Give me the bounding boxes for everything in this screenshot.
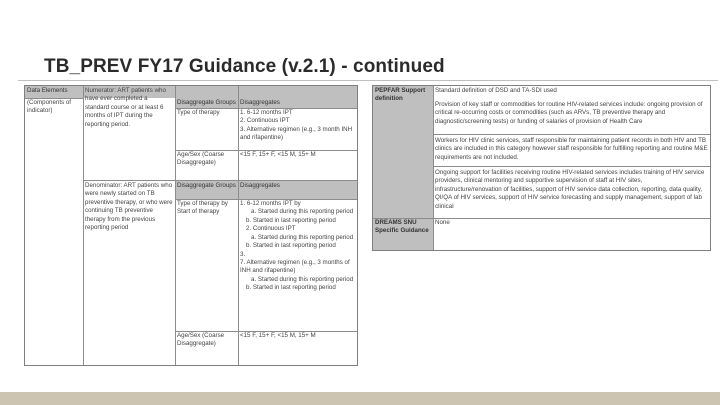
- title-divider: [18, 80, 718, 81]
- list-item: 1. 6-12 months IPT: [240, 109, 293, 116]
- den-therapy-label: Type of therapy by Start of therapy: [177, 200, 228, 216]
- list-item: a. Started during this reporting period: [251, 208, 354, 216]
- grid-line: [433, 166, 710, 167]
- list-item: 1. 6-12 months IPT by: [240, 200, 301, 207]
- list-item: 2. Continuous IPT: [246, 225, 296, 233]
- den-disagg-groups-label: Disaggregate Groups: [175, 181, 238, 199]
- footer-band: [0, 392, 720, 405]
- right-table: [372, 85, 711, 251]
- grid-line: [175, 86, 176, 365]
- pepfar-para-2: Provision of key staff or commodities for routine HIV-related services include: ongoing provision of critical re-occurring costs or commodities (such as ARVs, TB preventive therapy and diagnostic/screening tests) or funding of salaries of provision of Health Care: [435, 101, 703, 125]
- data-elements-header: Data Elements: [25, 86, 83, 98]
- num-agesex-label: Age/Sex (Coarse Disaggregate): [177, 151, 225, 167]
- grid-line: [433, 86, 434, 250]
- num-type-of-therapy: Type of therapy: [177, 109, 220, 116]
- den-disaggregates-label: Disaggregates: [238, 181, 357, 199]
- num-disagg-groups-header: [175, 86, 238, 98]
- num-disaggregates-label: Disaggregates: [238, 98, 357, 108]
- list-item: 7. Alternative regimen (e.g., 3 months of INH and rifapentine): [240, 258, 350, 275]
- grid-line: [25, 98, 83, 99]
- grid-line: [175, 150, 357, 151]
- dreams-label: DREAMS SNU Specific Guidance: [373, 218, 433, 250]
- list-item: b. Started in last reporting period: [246, 216, 336, 224]
- num-disagg-groups-label: Disaggregate Groups: [175, 98, 238, 108]
- left-table: [24, 85, 358, 366]
- pepfar-para-1: Standard definition of DSD and TA-SDI used: [435, 87, 557, 94]
- list-item: 2. Continuous IPT: [240, 117, 290, 125]
- pepfar-label: PEPFAR Support definition: [373, 86, 433, 218]
- list-item: 3.: [240, 250, 246, 258]
- grid-line: [175, 331, 357, 332]
- grid-line: [175, 199, 357, 200]
- grid-line: [238, 86, 239, 365]
- num-therapy-list: [238, 108, 357, 150]
- denominator-text: Denominator: ART patients who were newly started on TB preventive therapy, or who were continuing TB preventive therapy from the previous reporting period: [85, 182, 173, 232]
- den-agesex-label: Age/Sex (Coarse Disaggregate): [177, 332, 225, 348]
- grid-line: [175, 108, 357, 109]
- page-title: TB_PREV FY17 Guidance (v.2.1) - continued: [44, 56, 445, 77]
- grid-line: [433, 134, 710, 135]
- list-item: 3. Alternative regimen (e.g., 3 month INH and rifapentine): [240, 125, 353, 142]
- grid-line: [83, 86, 84, 365]
- pepfar-para-3: Workers for HIV clinic services, staff responsible for maintaining patient records in both HIV and TB clinics are included in this category however staff responsible for fulfilling reporting and routine M&E requirements are not included.: [435, 137, 708, 161]
- numerator-text: Numerator: ART patients who have ever completed a standard course or at least 6 months of IPT during the reporting period.: [85, 87, 166, 128]
- list-item: a. Started during this reporting period: [251, 233, 354, 241]
- pepfar-para-4: Ongoing support for facilities receiving routine HIV-related services includes training of HIV service providers, clinical mentoring and supportive supervision of staff at HIV sites, infrastructure/renovation of facilities, support of HIV service data collection, reporting, data quality, QI/QA of HIV services, support of HIV service forecasting and supply management, support of lab clinical: [435, 169, 705, 210]
- den-agesex-values: <15 F, 15+ F, <15 M, 15+ M: [240, 332, 316, 339]
- den-therapy-list: [238, 199, 357, 331]
- grid-line: [373, 218, 710, 219]
- list-item: b. Started in last reporting period: [246, 242, 336, 250]
- num-agesex-values: <15 F, 15+ F, <15 M, 15+ M: [240, 151, 316, 158]
- dreams-value: None: [435, 219, 450, 226]
- grid-line: [83, 180, 357, 181]
- num-disaggregates-header: [238, 86, 357, 98]
- list-item: a. Started during this reporting period: [251, 275, 354, 283]
- data-elements-sub: (Components of indicator): [27, 99, 72, 115]
- list-item: b. Started in last reporting period: [246, 284, 336, 292]
